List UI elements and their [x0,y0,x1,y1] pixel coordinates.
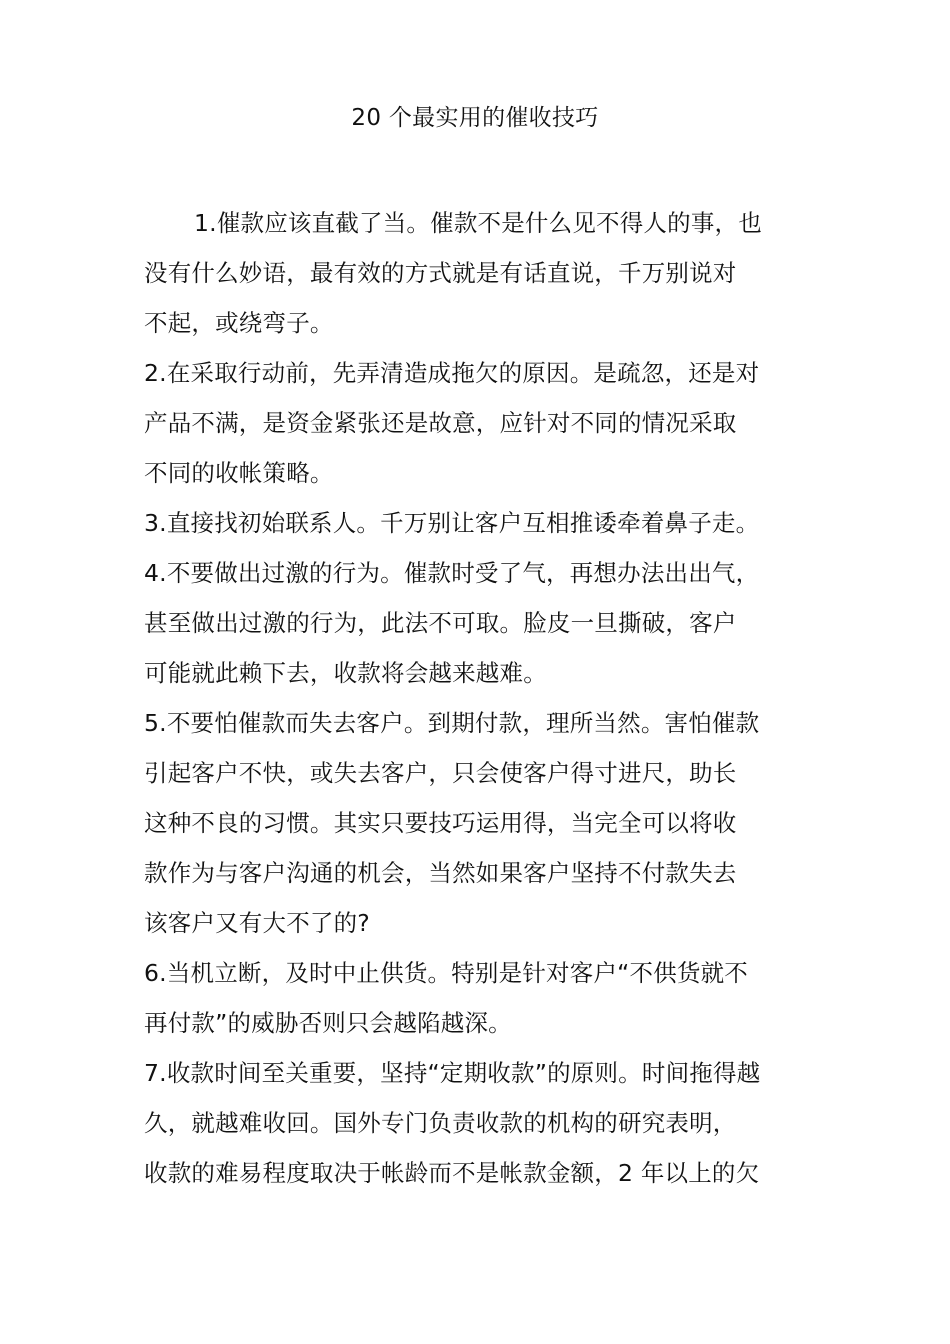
paragraph-line: 6.当机立断，及时中止供货。特别是针对客户“不供货就不 [144,959,748,987]
paragraph-line: 收款的难易程度取决于帐龄而不是帐款金额，2 年以上的欠 [144,1159,760,1187]
paragraph-line: 甚至做出过激的行为，此法不可取。脸皮一旦撕破，客户 [144,609,737,637]
paragraph-line: 可能就此赖下去，收款将会越来越难。 [144,659,547,687]
paragraph-line: 引起客户不快，或失去客户，只会使客户得寸进尺，助长 [144,759,737,787]
paragraph-line: 产品不满，是资金紧张还是故意，应针对不同的情况采取 [144,409,737,437]
paragraph-line: 4.不要做出过激的行为。催款时受了气，再想办法出出气， [144,559,760,587]
paragraph-line: 5.不要怕催款而失去客户。到期付款，理所当然。害怕催款 [144,709,760,737]
paragraph-line: 不起，或绕弯子。 [144,309,334,337]
document-body [144,198,814,1198]
paragraph-line: 该客户又有大不了的? [144,909,370,937]
paragraph-line: 款作为与客户沟通的机会，当然如果客户坚持不付款失去 [144,859,737,887]
paragraph-line: 没有什么妙语，最有效的方式就是有话直说，千万别说对 [144,259,737,287]
paragraph-line: 1.催款应该直截了当。催款不是什么见不得人的事，也 [194,209,762,237]
document-title: 20 个最实用的催收技巧 [351,105,599,131]
paragraph-line: 这种不良的习惯。其实只要技巧运用得，当完全可以将收 [144,809,737,837]
paragraph-line: 2.在采取行动前，先弄清造成拖欠的原因。是疏忽，还是对 [144,359,760,387]
paragraph-line: 7.收款时间至关重要，坚持“定期收款”的原则。时间拖得越 [144,1059,761,1087]
paragraph-line: 久，就越难收回。国外专门负责收款的机构的研究表明， [144,1109,737,1137]
paragraph-line: 不同的收帐策略。 [144,459,334,487]
paragraph-line: 再付款”的威胁否则只会越陷越深。 [144,1009,512,1037]
paragraph-line: 3.直接找初始联系人。千万别让客户互相推诿牵着鼻子走。 [144,509,760,537]
